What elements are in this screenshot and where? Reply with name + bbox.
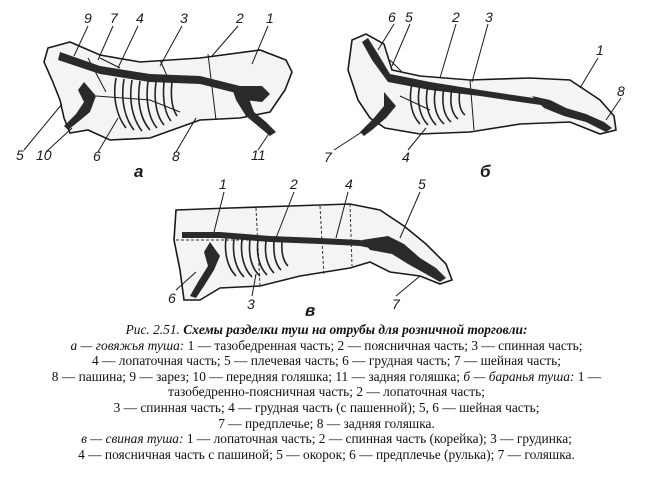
callout-a-8: 8 — [172, 148, 180, 164]
callout-a-3: 3 — [180, 10, 188, 26]
panel-b-mutton-carcass — [324, 9, 625, 181]
caption-pork-items-2: 4 — поясничная часть с пашиной; 5 — окорок; 6 — предплечье (рулька); 7 — голяшка. — [78, 446, 575, 462]
caption-pork-marker: в — свиная туша: — [81, 431, 184, 447]
callout-c-4: 4 — [345, 176, 353, 192]
callout-a-10: 10 — [36, 147, 52, 163]
callout-c-6: 6 — [168, 290, 176, 306]
figure-caption — [0, 322, 653, 462]
callout-a-7: 7 — [110, 10, 118, 26]
caption-title-line — [0, 322, 653, 338]
caption-mutton-items-1: тазобедренно-поясничная часть; 2 — лопаточная часть; — [168, 384, 485, 400]
callout-a-4: 4 — [136, 10, 144, 26]
caption-beef-items-2: 4 — лопаточная часть; 5 — плечевая часть; 6 — грудная часть; 7 — шейная часть; — [92, 353, 561, 369]
callout-b-4: 4 — [402, 149, 410, 165]
callout-c-1: 1 — [219, 176, 227, 192]
callout-a-6: 6 — [93, 148, 101, 164]
caption-line-8 — [0, 447, 653, 463]
callout-b-2: 2 — [452, 9, 460, 25]
callout-b-5: 5 — [405, 9, 413, 25]
caption-line-4 — [0, 384, 653, 400]
caption-line-1 — [0, 338, 653, 354]
caption-line-6 — [0, 416, 653, 432]
panel-a-label: а — [134, 162, 144, 181]
caption-mutton-first: 1 — — [577, 368, 602, 384]
caption-mutton-items-2: 3 — спинная часть; 4 — грудная часть (с пашенной); 5, 6 — шейная часть; — [113, 399, 540, 415]
callout-b-6: 6 — [388, 9, 396, 25]
panel-c-pork-carcass — [168, 176, 452, 320]
callout-a-1: 1 — [266, 10, 274, 26]
callout-c-5: 5 — [418, 176, 426, 192]
callout-a-2: 2 — [236, 10, 244, 26]
caption-pork-items-1: 1 — лопаточная часть; 2 — спинная часть (корейка); 3 — грудинка; — [186, 431, 572, 447]
callout-b-1: 1 — [596, 42, 604, 58]
caption-line-2 — [0, 353, 653, 369]
caption-beef-items-1: 1 — тазобедренная часть; 2 — поясничная часть; 3 — спинная часть; — [187, 337, 583, 353]
caption-line-5 — [0, 400, 653, 416]
caption-beef-items-3: 8 — пашина; 9 — зарез; 10 — передняя голяшка; 11 — задняя голяшка; — [51, 368, 461, 384]
caption-beef-marker: а — говяжья туша: — [70, 337, 185, 353]
callout-c-2: 2 — [290, 176, 298, 192]
caption-mutton-items-3: 7 — предплечье; 8 — задняя голяшка. — [218, 415, 435, 431]
panel-a-beef-carcass — [16, 10, 292, 181]
callout-b-3: 3 — [485, 9, 493, 25]
caption-title: Схемы разделки туш на отрубы для розничной торговли: — [183, 322, 528, 337]
panel-b-label: б — [480, 162, 491, 181]
callout-b-8: 8 — [617, 83, 625, 99]
caption-line-3 — [0, 369, 653, 385]
callout-a-5: 5 — [16, 147, 24, 163]
caption-figure-number: Рис. 2.51. — [125, 322, 180, 337]
callout-a-11: 11 — [251, 147, 266, 163]
callout-a-9: 9 — [84, 10, 92, 26]
callout-c-3: 3 — [247, 296, 255, 312]
callout-c-7: 7 — [392, 296, 400, 312]
caption-line-7 — [0, 431, 653, 447]
callout-b-7: 7 — [324, 149, 332, 165]
panel-c-label: в — [305, 301, 316, 320]
caption-mutton-marker: б — баранья туша: — [463, 368, 575, 384]
